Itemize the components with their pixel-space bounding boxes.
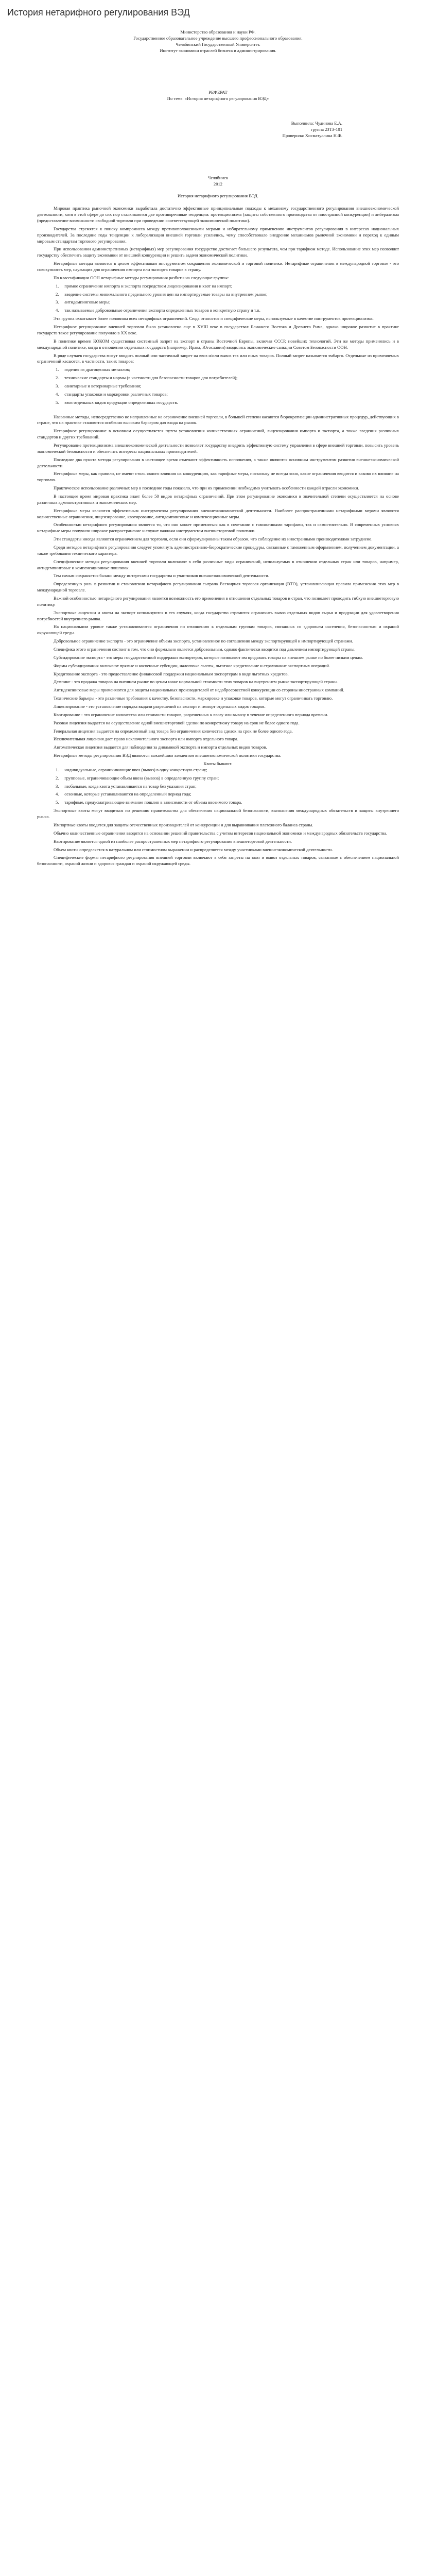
author-block	[37, 121, 399, 139]
list-item: 4. стандарты упаковки и маркировки различных товаров;	[56, 391, 168, 397]
paragraph: Квотирование - это ограничение количества или стоимости товаров, разрешенных к ввозу или вывозу в течение определенного периода времени.	[54, 711, 328, 717]
header-line: Челябинский Государственный Университет.	[176, 41, 260, 47]
list-item: 2. групповые, ограничивающие объем ввоза (вывоза) в определенную группу стран;	[56, 775, 219, 781]
paragraph: Среди методов нетарифного регулирования следует упомянуть административно-бюрократические процедуры, связанные с таможенным оформлением, получением документации, а также требования технического характера.	[37, 544, 399, 556]
header-line: Государственное образовательное учреждение высшего профессионального образования.	[133, 35, 303, 41]
paragraph: Специфика этого ограничения состоит в том, что оно формально является добровольным, однако фактически вводится под давлением импортирующей страны.	[54, 647, 356, 652]
list-item: 3. санитарные и ветеринарные требования;	[56, 383, 142, 388]
paragraph: На национальном уровне также устанавливаются ограничения по отношению к отдельным группам товаров, связанных со здоровьем населения, безопасностью и охраной окружающей среды.	[37, 624, 399, 636]
paragraph: Исключительная лицензия дает право исключительного экспорта или импорта отдельного товара.	[54, 736, 238, 742]
section-instruments	[37, 610, 399, 759]
paragraph: Импортные квоты вводятся для защиты отечественных производителей от конкуренции и для выравнивания платежного баланса страны.	[54, 822, 313, 827]
paragraph: Специфические формы нетарифного регулирования внешней торговли включают в себя запреты на ввоз и вывоз отдельных товаров, связанные с обеспечением национальной безопасности, охраной жизни и здоровья граждан и охраной окружающей среды.	[37, 855, 399, 867]
author-line: группа 23Т3-101	[310, 127, 342, 132]
paragraph: Автоматическая лицензия выдается для наблюдения за динамикой экспорта и импорта отдельных видов товаров.	[54, 744, 267, 750]
paragraph: Государства стремятся к поиску компромисса между противоположенными мерами и избирательному применению инструментов регулирования в интересах национальных производителей. За последние годы тенденции к либерализации внешней торговли усилились, чему способствовало внедрение механизмов рыночной экономики и переход к единым мировым стандартам торгового регулирования.	[37, 226, 399, 244]
paragraph: Обычно количественные ограничения вводятся на основании решений правительства с учетом интересов национальной экономики и международных обязательств государства.	[54, 830, 388, 836]
header-line: Институт экономики отраслей бизнеса и администрирования.	[160, 47, 276, 53]
year: 2012	[213, 181, 223, 187]
paragraph: Экспортные квоты могут вводиться по решению правительства для обеспечения национальной безопасности, выполнения международных обязательств и защиты внутреннего рынка.	[37, 808, 399, 820]
paragraph: Особенностью нетарифного регулирования является то, что оно может применяться как в сочетании с таможенными тарифами, так и самостоятельно. В современных условиях нетарифные меры получили широкое распространение и служат важным инструментом внешнеторговой политики.	[37, 522, 399, 534]
paragraph: Нетарифные методы являются в целом эффективным инструментом сокращения экономической и торговой политики. Нетарифные ограничения в международной торговле - это совокупность мер, служащих для ограничения импорта или экспорта товаров в страну.	[37, 261, 399, 273]
report-topic: По теме: «История нетарифного регулирования ВЭД»	[167, 96, 269, 101]
paragraph: Нетарифное регулирование внешней торговли было установлено еще в XVIII веке в государствах Ближнего Востока и Древнего Рима, однако широкое развитие в практике государств такое регулирование получило в XX веке.	[37, 324, 399, 335]
paragraph: Специфические методы регулирования внешней торговли включают в себя различные виды ограничений, используемых в отношении отдельных стран или товаров, например, антидемпинговые и компенсационные пошлины.	[37, 558, 399, 570]
document-body	[0, 23, 436, 867]
paragraph: Важной особенностью нетарифного регулирования является возможность его применения в отношении отдельных товаров и стран, что позволяет проводить гибкую внешнеторговую политику.	[37, 596, 399, 607]
paragraph: Нетарифные меры являются эффективным инструментом регулирования внешнеэкономической деятельности. Наиболее распространенными нетарифными мерами являются количественные ограничения, лицензирование, квотирование, антидемпинговые и компенсационные меры.	[37, 507, 399, 519]
paragraph: Генеральная лицензия выдается на определенный вид товара без ограничения количества сделок на срок не более одного года.	[54, 728, 293, 734]
paragraph: Добровольное ограничение экспорта - это ограничение объема экспорта, установленное по соглашению между экспортирующей и импортирующей странами.	[54, 638, 353, 644]
quota-list	[37, 767, 399, 806]
list-item: 3. антидемпинговые меры;	[56, 299, 111, 305]
paragraph: Нетарифные методы регулирования ВЭД являются важнейшим элементом внешнеэкономической политики государства.	[54, 753, 282, 758]
paragraph: Эти стандарты иногда являются ограничением для торговли, если они сформулированы таким образом, что соблюдение их иностранными производителями затруднено.	[54, 536, 373, 542]
paragraph: Тем самым сохраняется баланс между интересами государства и участников внешнеэкономической деятельности.	[54, 573, 269, 579]
paragraph: В настоящее время мировая практика знает более 50 видов нетарифных ограничений. При этом регулирование экономики в значительной степени осуществляется на основе различных административных и экономических мер.	[37, 493, 399, 505]
list-item: 2. введение системы минимального предельного уровня цен на импортируемые товары на внутреннем рынке;	[56, 291, 268, 297]
paragraph: Нетарифное регулирование в основном осуществляется путем установления количественных ограничений, лицензирования импорта и экспорта, а также введения различных стандартов и других требований.	[37, 428, 399, 440]
list-item: 1. индивидуальные, ограничивающие ввоз (вывоз) в одну конкретную страну;	[56, 767, 207, 772]
section-methods	[37, 414, 399, 608]
paragraph: Антидемпинговые меры применяются для защиты национальных производителей от недобросовестной конкуренции со стороны иностранных компаний.	[54, 687, 344, 693]
paragraph: Мировая практика рыночной экономики выработала достаточно эффективные принципиальные подходы к механизму государственного регулирования внешнеэкономической деятельности, хотя в этой сфере до сих пор сталкиваются две противоречивые тенденции: протекционизма (защиты собственного производства от иностранной конкуренции) и либерализма (предоставление возможности свободной торговли при проведении соответствующей экономической политики).	[37, 206, 399, 224]
list-item: 1. прямое ограничение импорта и экспорта посредством лицензирования и квот на импорт;	[56, 283, 233, 289]
page-title: История нетарифного регулирования ВЭД	[7, 7, 190, 18]
paragraph: Квотирование является одной из наиболее распространенных мер нетарифного регулирования внешнеторговой деятельности.	[54, 838, 292, 844]
paragraph: Экспортные лицензии и квоты на экспорт используются в тех случаях, когда государство стремится ограничить вывоз отдельных видов сырья и продукции для удовлетворения потребностей внутреннего рынка.	[37, 609, 399, 621]
list-item: 2. технические стандарты и нормы (в частности для безопасности товаров для потребителей);	[56, 375, 238, 381]
list-item: 4. так называемые добровольные ограничения экспорта определенных товаров в конкретную страну и т.п.	[56, 308, 260, 313]
quota-heading: Квоты бывают:	[203, 761, 233, 767]
paragraph: Разовая лицензия выдается на осуществление одной внешнеторговой сделки по конкретному товару на срок не более одного года.	[54, 720, 300, 725]
city: Челябинск	[207, 175, 229, 180]
header-line: Министерство образования и науки РФ.	[180, 29, 256, 35]
section-history	[37, 316, 399, 365]
institution-header	[37, 29, 399, 54]
goods-list	[37, 367, 399, 405]
list-item: 5. ввоз отдельных видов продукции определенных государств.	[56, 399, 178, 405]
city-year	[37, 175, 399, 188]
list-item: 5. тарифные, предусматривающие взимание пошлин в зависимости от объема ввозимого товара.	[56, 800, 242, 805]
paragraph: Формы субсидирования включают прямые и косвенные субсидии, налоговые льготы, льготное кредитование и страхование экспортных операций.	[54, 663, 330, 668]
list-item: 3. глобальные, когда квота устанавливается на товар без указания стран;	[56, 783, 197, 789]
paragraph: Названные методы, непосредственно не направленные на ограничение внешней торговли, в большей степени касаются бюрократизации административных процедур, действующих в стране, что на практике становится особенно высоким барьером для входа на рынок.	[37, 414, 399, 426]
list-item: 4. сезонные, которые устанавливаются на определенный период года;	[56, 791, 191, 797]
paragraph: Регулирование протекционизма внешнеэкономической деятельности позволяет государству внедрить эффективную систему управления в сфере внешней торговли, повысить уровень экономической безопасности и обеспечить интересы национальных производителей.	[37, 442, 399, 454]
paragraph: Практическое использование различных мер в последние годы показало, что при их применении необходимо учитывать особенности каждой отрасли экономики.	[54, 485, 359, 491]
section-intro	[37, 206, 399, 281]
author-line: Выполнила: Чудинова Е.А.	[291, 121, 342, 126]
paragraph: Технические барьеры - это различные требования к качеству, безопасности, маркировке и упаковке товаров, которые могут ограничивать торговлю.	[54, 696, 333, 701]
classification-list	[37, 283, 399, 314]
paragraph: В политике времен КОКОМ существовал системный запрет на экспорт в страны Восточной Европы, включая СССР, новейших технологий. Эти же методы применялись и в международной политике, когда в отношении отдельных государств (например, Ирака, Югославии) вводились экономические санкции Советом Безопасности ООН.	[37, 338, 399, 350]
paragraph: Нетарифные меры, как правило, не имеют столь явного влияния на конкуренцию, как тарифные меры, поскольку не всегда ясно, какие ограничения вводятся и каково их влияние на торговлю.	[37, 471, 399, 483]
doc-heading: История нетарифного регулирования ВЭД.	[178, 193, 258, 199]
paragraph: Демпинг - это продажа товаров на внешнем рынке по ценам ниже нормальной стоимости этих товаров на внутреннем рынке экспортирующей страны.	[54, 679, 339, 685]
paragraph: Кредитование экспорта - это предоставление финансовой поддержки национальным экспортерам в виде льготных кредитов.	[54, 671, 289, 676]
paragraph: По классификации ООН нетарифные методы регулирования разбиты на следующие группы:	[54, 275, 229, 280]
paragraph: Определенную роль в развитии и становлении нетарифного регулирования сыграла Всемирная торговая организация (ВТО), устанавливающая правила применения этих мер в международной торговле.	[37, 581, 399, 593]
list-item: 1. изделия из драгоценных металлов;	[56, 367, 130, 372]
report-label: РЕФЕРАТ	[208, 90, 228, 95]
paragraph: При использовании административных (нетарифных) мер регулирования государство достигает большего результата, чем при тарифном методе. Использование этих мер позволяет государству обеспечить защиту экономики от внешней конкуренции и решить задачи экономической политики.	[37, 246, 399, 258]
section-quotas	[37, 808, 399, 867]
title-block	[37, 90, 399, 102]
paragraph: Последние два пункта метода регулирования в настоящее время отмечают эффективность исполнения, а также являются основным инструментом развития внешнеэкономической деятельности.	[37, 456, 399, 468]
paragraph: Субсидирование экспорта - это меры государственной поддержки экспортеров, которые позволяют им продавать товары на внешнем рынке по более низким ценам.	[54, 654, 363, 660]
paragraph: Эта группа охватывает более половины всех нетарифных ограничений. Сюда относятся и специфические меры, используемые в качестве инструментов протекционизма.	[54, 316, 374, 321]
paragraph: В ряде случаев государства могут вводить полный или частичный запрет на ввоз и/или вывоз тех или иных товаров. Полный запрет называется эмбарго. Отдельные из применяемых ограничений касаются, в частности, таких товаров:	[37, 352, 399, 364]
paragraph: Объем квоты определяется в натуральном или стоимостном выражении и распределяется между участниками внешнеэкономической деятельности.	[54, 846, 333, 852]
author-line: Проверила: Хисматуллина Н.Ф.	[282, 132, 342, 138]
paragraph: Лицензирование - это установление порядка выдачи разрешений на экспорт и импорт отдельных видов товаров.	[54, 704, 266, 709]
